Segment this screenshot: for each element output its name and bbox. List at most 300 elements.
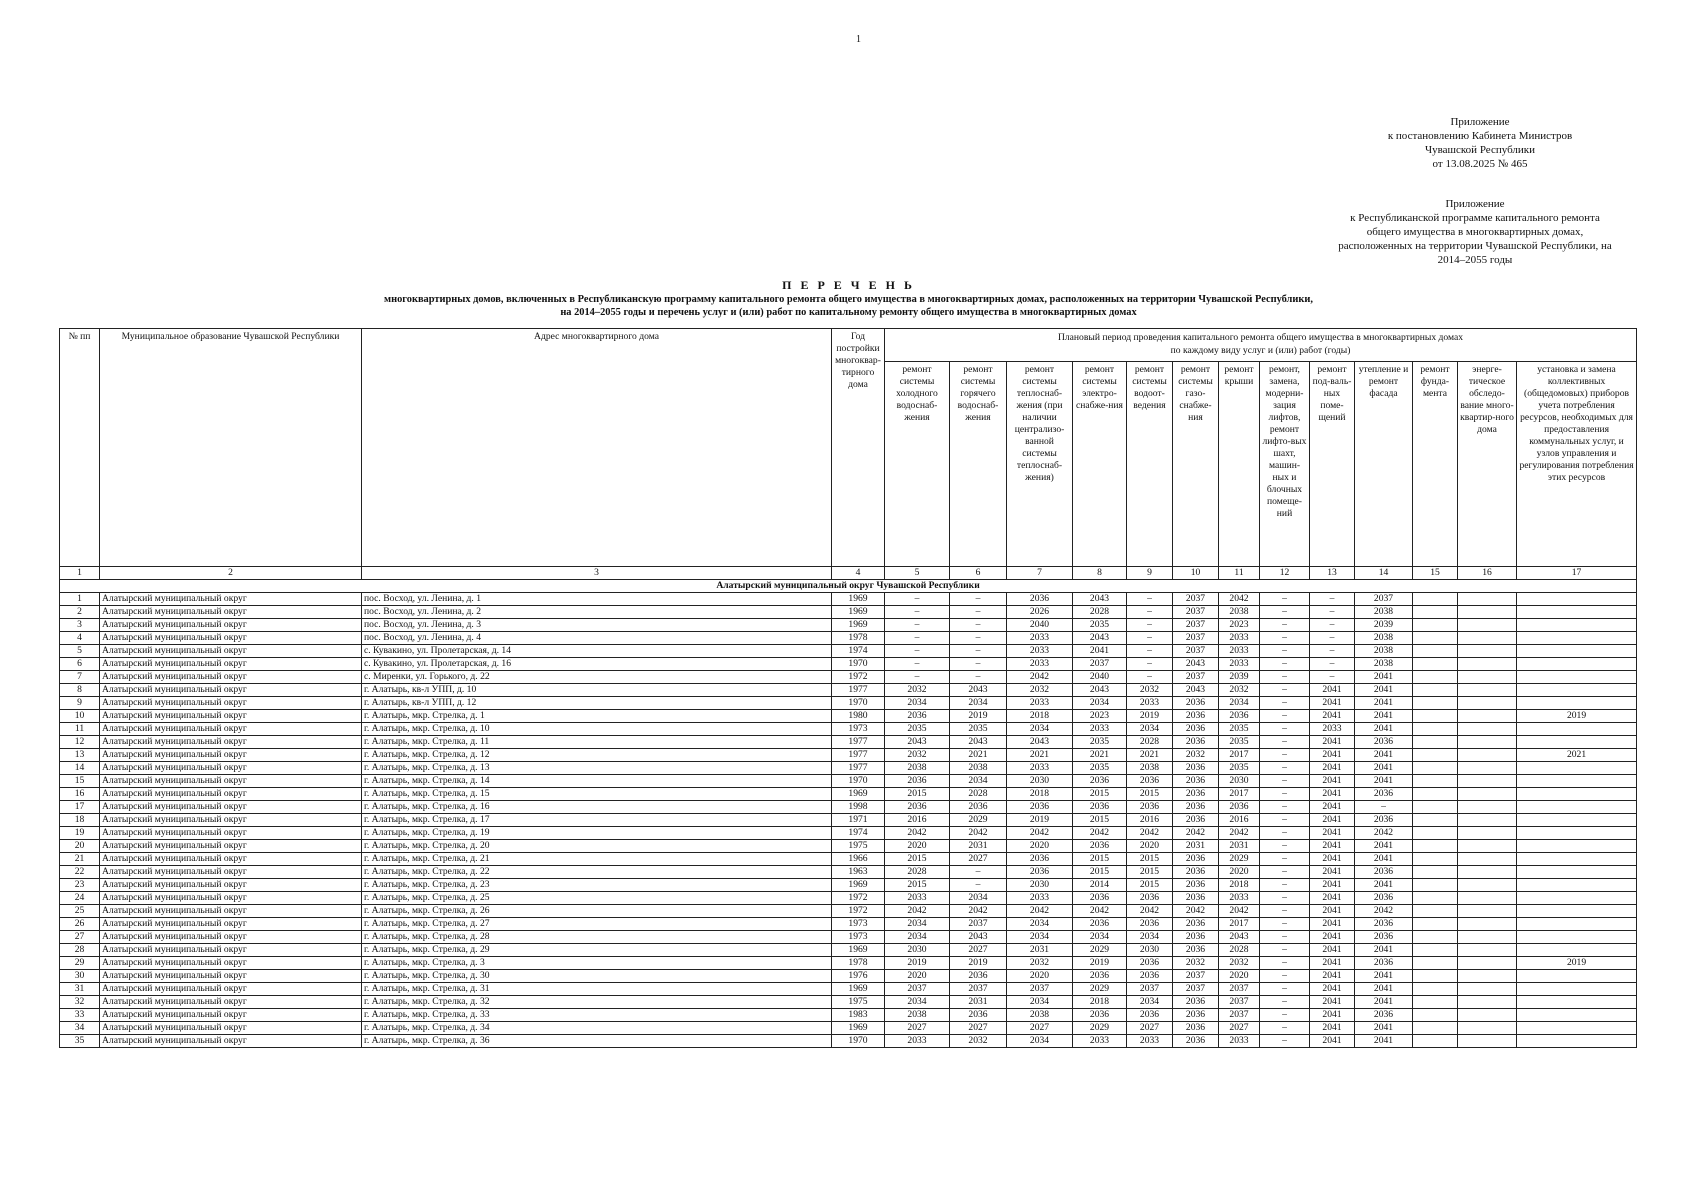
table-cell: 2014 — [1073, 879, 1127, 892]
table-cell: 2033 — [1219, 645, 1260, 658]
table-cell — [1413, 879, 1458, 892]
table-cell: г. Алатырь, мкр. Стрелка, д. 14 — [362, 775, 832, 788]
table-cell: 2036 — [1173, 801, 1219, 814]
table-row — [60, 658, 1637, 671]
table-cell — [1458, 736, 1517, 749]
table-cell: 8 — [60, 684, 100, 697]
table-cell: 2033 — [1007, 645, 1073, 658]
table-cell: – — [1260, 788, 1310, 801]
table-cell: 32 — [60, 996, 100, 1009]
table-cell: 1971 — [832, 814, 885, 827]
table-cell — [1413, 840, 1458, 853]
table-cell: – — [885, 658, 950, 671]
table-cell: 2015 — [1073, 853, 1127, 866]
table-cell: 2036 — [1173, 944, 1219, 957]
table-cell: – — [1260, 593, 1310, 606]
table-cell — [1413, 853, 1458, 866]
table-cell: 2041 — [1310, 996, 1355, 1009]
table-cell: – — [1260, 996, 1310, 1009]
table-cell: 2041 — [1310, 944, 1355, 957]
table-cell: 2020 — [1219, 970, 1260, 983]
table-cell: 1977 — [832, 736, 885, 749]
table-cell: 2034 — [950, 892, 1007, 905]
table-cell: 2033 — [885, 892, 950, 905]
table-cell: 28 — [60, 944, 100, 957]
table-cell: – — [1260, 827, 1310, 840]
table-cell — [1458, 632, 1517, 645]
table-cell: 2032 — [885, 749, 950, 762]
table-cell: – — [885, 619, 950, 632]
table-cell — [1458, 983, 1517, 996]
table-cell: Алатырский муниципальный округ — [100, 762, 362, 775]
table-cell: 2018 — [1219, 879, 1260, 892]
table-cell: 2036 — [1173, 710, 1219, 723]
table-cell: Алатырский муниципальный округ — [100, 931, 362, 944]
column-number: 6 — [950, 567, 1007, 580]
table-cell: 2032 — [885, 684, 950, 697]
table-cell: 2042 — [885, 905, 950, 918]
table-row — [60, 827, 1637, 840]
table-cell: – — [1260, 970, 1310, 983]
table-cell: 2036 — [1355, 866, 1413, 879]
table-row — [60, 671, 1637, 684]
table-cell: 1975 — [832, 840, 885, 853]
table-cell: 2036 — [1127, 918, 1173, 931]
table-cell: 2041 — [1355, 671, 1413, 684]
table-cell: Алатырский муниципальный округ — [100, 905, 362, 918]
table-cell: 1970 — [832, 1035, 885, 1048]
table-cell: 2043 — [1173, 658, 1219, 671]
table-cell: – — [950, 593, 1007, 606]
table-cell: 2036 — [1007, 801, 1073, 814]
table-cell: г. Алатырь, мкр. Стрелка, д. 19 — [362, 827, 832, 840]
table-cell: пос. Восход, ул. Ленина, д. 2 — [362, 606, 832, 619]
appendix-line: к постановлению Кабинета Министров — [1387, 130, 1573, 142]
table-cell: – — [1260, 723, 1310, 736]
table-cell: г. Алатырь, мкр. Стрелка, д. 36 — [362, 1035, 832, 1048]
table-cell: 2033 — [1073, 1035, 1127, 1048]
table-cell: 2036 — [1355, 1009, 1413, 1022]
table-cell: 2027 — [950, 853, 1007, 866]
table-cell: 2038 — [1219, 606, 1260, 619]
table-cell: 2041 — [1310, 1035, 1355, 1048]
table-cell — [1517, 944, 1637, 957]
table-cell: Алатырский муниципальный округ — [100, 710, 362, 723]
table-cell: 2042 — [885, 827, 950, 840]
table-cell: 2033 — [1007, 658, 1073, 671]
header-year — [832, 329, 885, 567]
table-row — [60, 606, 1637, 619]
table-cell — [1458, 619, 1517, 632]
table-cell: 2035 — [885, 723, 950, 736]
column-number: 7 — [1007, 567, 1073, 580]
table-cell — [1458, 1035, 1517, 1048]
table-cell: 2038 — [1355, 606, 1413, 619]
table-cell: 2030 — [885, 944, 950, 957]
appendix-line: общего имущества в многоквартирных домах, — [1366, 226, 1584, 238]
table-cell: 2034 — [885, 918, 950, 931]
table-cell — [1413, 996, 1458, 1009]
table-cell: 1970 — [832, 697, 885, 710]
table-cell: 2032 — [1127, 684, 1173, 697]
table-cell: 1977 — [832, 684, 885, 697]
table-cell: Алатырский муниципальный округ — [100, 840, 362, 853]
table-cell: 13 — [60, 749, 100, 762]
table-cell: 2043 — [950, 931, 1007, 944]
table-cell — [1517, 918, 1637, 931]
table-cell: 2032 — [1007, 684, 1073, 697]
table-cell — [1413, 801, 1458, 814]
table-cell: 2041 — [1310, 983, 1355, 996]
table-cell: Алатырский муниципальный округ — [100, 970, 362, 983]
table-cell: 2015 — [1127, 879, 1173, 892]
table-row — [60, 970, 1637, 983]
table-cell: 2038 — [1355, 645, 1413, 658]
table-cell: г. Алатырь, мкр. Стрелка, д. 16 — [362, 801, 832, 814]
table-cell: 21 — [60, 853, 100, 866]
table-cell: 2036 — [1173, 931, 1219, 944]
header-year-label: Год постройки — [836, 331, 880, 354]
table-cell: – — [1310, 606, 1355, 619]
table-cell: Алатырский муниципальный округ — [100, 1009, 362, 1022]
table-cell: – — [1127, 632, 1173, 645]
table-cell: 2041 — [1310, 710, 1355, 723]
table-cell: г. Алатырь, мкр. Стрелка, д. 22 — [362, 866, 832, 879]
table-cell: 2036 — [1173, 1022, 1219, 1035]
table-cell: Алатырский муниципальный округ — [100, 736, 362, 749]
table-cell: 23 — [60, 879, 100, 892]
table-cell: 20 — [60, 840, 100, 853]
table-cell: – — [950, 606, 1007, 619]
table-cell: 2036 — [1355, 918, 1413, 931]
table-cell — [1517, 593, 1637, 606]
table-cell: – — [885, 645, 950, 658]
table-cell: 5 — [60, 645, 100, 658]
table-cell: 2033 — [1219, 892, 1260, 905]
table-cell: 2036 — [1007, 853, 1073, 866]
table-cell: 2041 — [1310, 1009, 1355, 1022]
table-cell — [1413, 866, 1458, 879]
header-work-type: ремонт системы горячего водоснаб-жения — [950, 362, 1007, 567]
table-cell: 2031 — [1007, 944, 1073, 957]
table-cell: 2037 — [1173, 632, 1219, 645]
table-cell: г. Алатырь, мкр. Стрелка, д. 12 — [362, 749, 832, 762]
table-cell: 2041 — [1310, 918, 1355, 931]
table-cell: 2041 — [1310, 892, 1355, 905]
header-work-type: ремонт под-валь-ных поме-щений — [1310, 362, 1355, 567]
table-cell: г. Алатырь, мкр. Стрелка, д. 1 — [362, 710, 832, 723]
table-cell: Алатырский муниципальный округ — [100, 1035, 362, 1048]
table-cell: г. Алатырь, мкр. Стрелка, д. 13 — [362, 762, 832, 775]
table-cell: 2033 — [1127, 697, 1173, 710]
table-cell: 2033 — [1007, 762, 1073, 775]
table-cell: 2036 — [1173, 1035, 1219, 1048]
table-cell — [1458, 918, 1517, 931]
table-cell: 2021 — [1073, 749, 1127, 762]
document-subtitle: на 2014–2055 годы и перечень услуг и (или) работ по капитальному ремонту общего имущества в многоквартирных домах — [560, 307, 1137, 318]
table-cell: 2029 — [1073, 944, 1127, 957]
table-cell: – — [1260, 775, 1310, 788]
table-cell: 2041 — [1310, 697, 1355, 710]
table-cell: 2036 — [1073, 840, 1127, 853]
table-cell: 2038 — [885, 762, 950, 775]
table-cell: 2036 — [1173, 918, 1219, 931]
table-cell: – — [950, 671, 1007, 684]
table-cell: – — [1260, 632, 1310, 645]
table-cell — [1517, 697, 1637, 710]
table-cell — [1458, 684, 1517, 697]
table-cell: – — [950, 866, 1007, 879]
table-cell — [1517, 762, 1637, 775]
table-cell — [1413, 970, 1458, 983]
table-cell: 2021 — [950, 749, 1007, 762]
table-cell — [1517, 853, 1637, 866]
table-row — [60, 996, 1637, 1009]
table-cell — [1517, 970, 1637, 983]
table-row — [60, 593, 1637, 606]
table-cell: Алатырский муниципальный округ — [100, 983, 362, 996]
table-cell: 1977 — [832, 749, 885, 762]
table-cell: 1983 — [832, 1009, 885, 1022]
table-cell — [1458, 593, 1517, 606]
table-cell: 2037 — [1073, 658, 1127, 671]
table-cell: г. Алатырь, мкр. Стрелка, д. 17 — [362, 814, 832, 827]
table-cell: – — [1260, 1035, 1310, 1048]
table-cell: 1963 — [832, 866, 885, 879]
table-cell: 2043 — [1007, 736, 1073, 749]
table-cell: – — [1260, 918, 1310, 931]
table-cell: г. Алатырь, мкр. Стрелка, д. 29 — [362, 944, 832, 957]
table-cell: 2023 — [1073, 710, 1127, 723]
table-cell: 2036 — [1173, 814, 1219, 827]
table-cell: 2041 — [1310, 931, 1355, 944]
table-cell: 2043 — [1073, 632, 1127, 645]
table-cell: 2038 — [885, 1009, 950, 1022]
table-cell: 2042 — [1127, 905, 1173, 918]
table-cell — [1413, 814, 1458, 827]
table-cell: 2041 — [1355, 710, 1413, 723]
table-cell — [1517, 723, 1637, 736]
table-cell: 2036 — [1127, 775, 1173, 788]
table-cell: – — [1260, 606, 1310, 619]
table-row — [60, 697, 1637, 710]
table-row — [60, 723, 1637, 736]
section-header: Алатырский муниципальный округ Чувашской Республики — [60, 580, 1637, 593]
appendix-note-resolution — [1350, 115, 1610, 171]
table-cell: – — [1260, 931, 1310, 944]
table-cell: 2041 — [1310, 957, 1355, 970]
table-cell: – — [1260, 710, 1310, 723]
table-cell — [1413, 762, 1458, 775]
table-cell: 2033 — [885, 1035, 950, 1048]
table-cell: 19 — [60, 827, 100, 840]
table-cell — [1413, 697, 1458, 710]
table-cell: – — [1310, 619, 1355, 632]
table-cell: – — [1260, 801, 1310, 814]
table-cell — [1413, 775, 1458, 788]
table-cell: Алатырский муниципальный округ — [100, 684, 362, 697]
table-cell: – — [1260, 684, 1310, 697]
table-cell — [1458, 905, 1517, 918]
table-cell: г. Алатырь, мкр. Стрелка, д. 31 — [362, 983, 832, 996]
table-cell: 1977 — [832, 762, 885, 775]
table-cell: – — [1260, 840, 1310, 853]
table-cell: 2033 — [1007, 892, 1073, 905]
document-title-block — [200, 277, 1497, 319]
table-cell — [1458, 814, 1517, 827]
table-cell: Алатырский муниципальный округ — [100, 658, 362, 671]
table-cell: – — [950, 645, 1007, 658]
table-cell: 2026 — [1007, 606, 1073, 619]
header-planned-line: Плановый период проведения капитального ремонта общего имущества в многоквартирных домах — [1057, 332, 1464, 343]
table-cell: – — [950, 879, 1007, 892]
table-cell: 2035 — [1073, 619, 1127, 632]
table-cell: 18 — [60, 814, 100, 827]
table-cell: 2015 — [1127, 853, 1173, 866]
table-cell: 2036 — [1073, 918, 1127, 931]
table-cell: 2036 — [1219, 710, 1260, 723]
table-cell: г. Алатырь, мкр. Стрелка, д. 23 — [362, 879, 832, 892]
document-subtitle: многоквартирных домов, включенных в Республиканскую программу капитального ремонта общего имущества в многоквартирных домах, расположенных на территории Чувашской Республики, — [384, 294, 1313, 305]
table-cell: 2041 — [1310, 866, 1355, 879]
table-cell: г. Алатырь, мкр. Стрелка, д. 3 — [362, 957, 832, 970]
table-cell: 2036 — [1127, 801, 1173, 814]
table-cell: – — [950, 658, 1007, 671]
table-cell: 2016 — [1219, 814, 1260, 827]
table-cell: 9 — [60, 697, 100, 710]
header-work-type: ремонт фунда-мента — [1413, 362, 1458, 567]
table-cell: 1978 — [832, 632, 885, 645]
table-cell: 2041 — [1310, 905, 1355, 918]
table-cell: 2030 — [1007, 775, 1073, 788]
header-work-type: энерге-тическое обследо-вание много-квартир-ного дома — [1458, 362, 1517, 567]
table-cell: 2036 — [885, 775, 950, 788]
table-cell: 2036 — [1073, 801, 1127, 814]
appendix-note-program — [1310, 197, 1640, 267]
table-cell — [1413, 632, 1458, 645]
table-cell: 2036 — [950, 801, 1007, 814]
table-cell: – — [885, 671, 950, 684]
table-cell: 2043 — [1073, 593, 1127, 606]
table-cell: – — [1127, 619, 1173, 632]
table-cell: г. Алатырь, мкр. Стрелка, д. 32 — [362, 996, 832, 1009]
table-cell: 1974 — [832, 645, 885, 658]
table-cell: 30 — [60, 970, 100, 983]
document-title: П Е Р Е Ч Е Н Ь — [782, 278, 915, 292]
table-cell — [1458, 658, 1517, 671]
table-cell: Алатырский муниципальный округ — [100, 918, 362, 931]
table-cell — [1517, 1009, 1637, 1022]
table-cell: 2039 — [1355, 619, 1413, 632]
column-number: 4 — [832, 567, 885, 580]
table-cell: 2034 — [1007, 723, 1073, 736]
table-cell: 2043 — [1219, 931, 1260, 944]
table-cell: 2015 — [1073, 866, 1127, 879]
table-cell: 2040 — [1073, 671, 1127, 684]
table-cell: 1 — [60, 593, 100, 606]
table-cell — [1413, 1009, 1458, 1022]
column-number: 10 — [1173, 567, 1219, 580]
table-cell: 3 — [60, 619, 100, 632]
table-cell: 2033 — [1219, 632, 1260, 645]
table-cell: 2019 — [1517, 710, 1637, 723]
table-cell: – — [1260, 957, 1310, 970]
table-cell: 2041 — [1310, 840, 1355, 853]
table-cell: 2036 — [885, 710, 950, 723]
table-cell: 2041 — [1310, 684, 1355, 697]
table-cell: 2041 — [1310, 762, 1355, 775]
table-cell: – — [950, 619, 1007, 632]
table-cell: 2041 — [1355, 840, 1413, 853]
table-cell: 2032 — [1173, 749, 1219, 762]
table-row — [60, 879, 1637, 892]
table-cell: 2021 — [1127, 749, 1173, 762]
table-cell: – — [1260, 1022, 1310, 1035]
table-cell — [1413, 736, 1458, 749]
table-cell: г. Алатырь, мкр. Стрелка, д. 20 — [362, 840, 832, 853]
table-cell — [1517, 879, 1637, 892]
table-cell — [1413, 606, 1458, 619]
header-work-type: ремонт крыши — [1219, 362, 1260, 567]
table-cell: 1966 — [832, 853, 885, 866]
table-cell — [1413, 684, 1458, 697]
table-cell: – — [950, 632, 1007, 645]
table-cell: 2036 — [1355, 814, 1413, 827]
table-cell: 2037 — [1127, 983, 1173, 996]
table-cell: 2015 — [1073, 814, 1127, 827]
table-cell: 2041 — [1355, 723, 1413, 736]
table-cell: – — [1310, 593, 1355, 606]
table-cell: г. Алатырь, мкр. Стрелка, д. 15 — [362, 788, 832, 801]
table-cell: 2023 — [1219, 619, 1260, 632]
table-cell: 2037 — [1173, 671, 1219, 684]
table-cell — [1458, 853, 1517, 866]
table-cell: 2043 — [885, 736, 950, 749]
appendix-line: Приложение — [1445, 198, 1505, 210]
table-cell: 2028 — [1219, 944, 1260, 957]
table-cell: 2030 — [1007, 879, 1073, 892]
table-cell: 2029 — [950, 814, 1007, 827]
table-cell: 2042 — [1007, 905, 1073, 918]
table-cell — [1458, 697, 1517, 710]
table-cell — [1517, 632, 1637, 645]
table-cell: 26 — [60, 918, 100, 931]
table-cell: 1969 — [832, 619, 885, 632]
table-cell: Алатырский муниципальный округ — [100, 996, 362, 1009]
table-cell — [1413, 918, 1458, 931]
table-row — [60, 619, 1637, 632]
table-cell: 2027 — [1007, 1022, 1073, 1035]
table-cell: 2041 — [1355, 996, 1413, 1009]
table-cell: 2041 — [1355, 775, 1413, 788]
table-cell: 10 — [60, 710, 100, 723]
table-cell: г. Алатырь, кв-л УПП, д. 12 — [362, 697, 832, 710]
table-cell: 2034 — [1127, 996, 1173, 1009]
table-cell: – — [885, 606, 950, 619]
table-cell: 1973 — [832, 723, 885, 736]
table-cell: 2036 — [1073, 775, 1127, 788]
table-cell: 2027 — [1219, 1022, 1260, 1035]
table-cell: 2041 — [1310, 775, 1355, 788]
table-cell: 2036 — [1173, 1009, 1219, 1022]
table-cell: 2037 — [950, 983, 1007, 996]
table-cell: 1969 — [832, 879, 885, 892]
table-cell: 2019 — [1127, 710, 1173, 723]
table-cell: 2041 — [1310, 749, 1355, 762]
table-cell — [1517, 931, 1637, 944]
table-cell — [1517, 775, 1637, 788]
table-cell: 29 — [60, 957, 100, 970]
